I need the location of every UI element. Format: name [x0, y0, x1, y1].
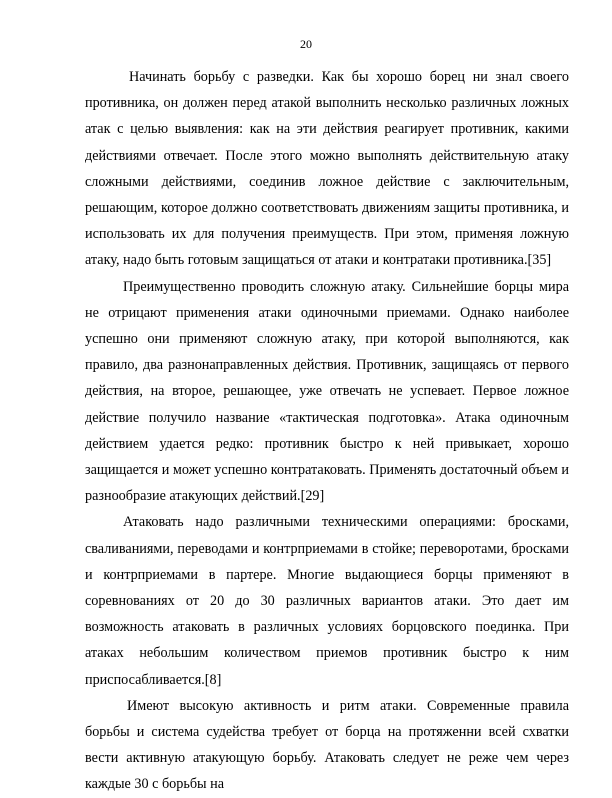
paragraph-technical-operations: Атаковать надо различными техническими операциями: бросками, сваливаниями, переводами и контрприемами в стойке; переворотами, бросками и контрприемами в партере. Многие выдающиеся борцы применяют в соревнованиях от 20 до 30 различных вариантов атаки. Это дает им возможность атаковать в различных условиях борцовского поединка. При атаках небольшим количеством приемов противник быстро к ним приспосабливается.[8] — [85, 514, 569, 688]
paragraph-activity-rhythm: Имеют высокую активность и ритм атаки. Современные правила борьбы и система судейства требует от борца на протяженни всей схватки вести активную атакующую борьбу. Атаковать следует не реже чем через каждые 30 с борьбы на — [85, 697, 569, 793]
body-text — [85, 64, 569, 798]
paragraph-reconnaissance: Начинать борьбу с разведки. Как бы хорошо борец ни знал своего противника, он должен перед атакой выполнить несколько различных ложных атак с целью выявления: как на эти действия реагирует противник, какими действиями отвечает. После этого можно выполнять действительную атаку сложными действиями, соединив ложное действие с заключительным, решающим, которое должно соответствовать движениям защиты противника, и использовать их для получения преимуществ. При этом, применяя ложную атаку, надо быть готовым защищаться от атаки и контратаки противника.[35] — [85, 69, 569, 269]
paragraph-complex-attack: Преимущественно проводить сложную атаку. Сильнейшие борцы мира не отрицают применения атаки одиночными приемами. Однако наиболее успешно они применяют сложную атаку, при которой выполняются, как правило, два разнонаправленных действия. Противник, защищаясь от первого действия, на второе, решающее, уже отвечать не успевает. Первое ложное действие получило название «тактическая подготовка». Атака одиночным действием удается редко: противник быстро к ней привыкает, хорошо защищается и может успешно контратаковать. Применять достаточный объем и разнообразие атакующих действий.[29] — [85, 278, 569, 505]
page-number: 20 — [300, 37, 312, 51]
